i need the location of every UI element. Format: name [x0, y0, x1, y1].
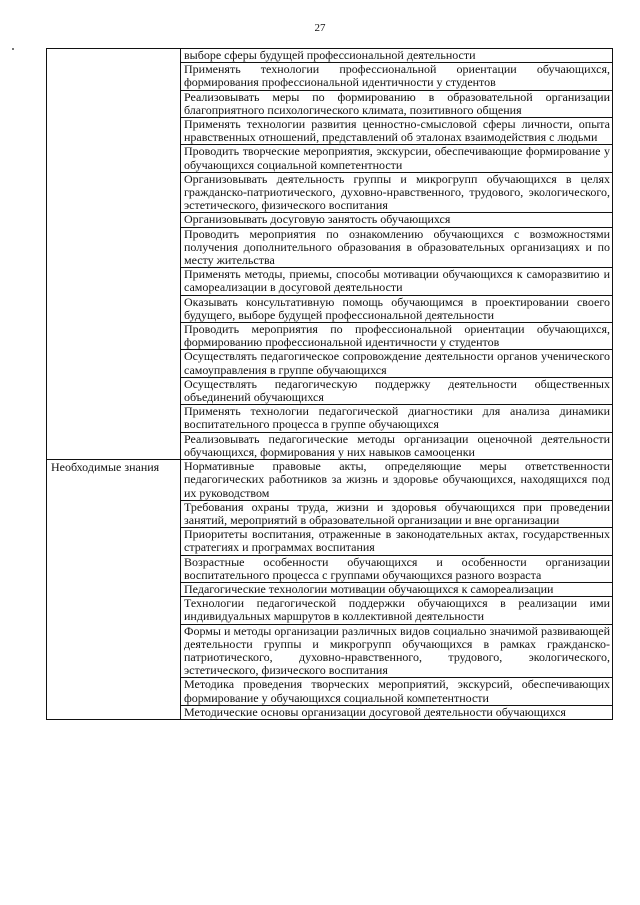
requirements-table [46, 48, 613, 720]
requirement-text: Организовывать досуговую занятость обучающихся [181, 213, 613, 227]
requirement-text: Формы и методы организации различных видов социально значимой развивающей деятельности группы и микрогрупп обучающихся в рамках гражданско-патриотического, духовно-нравственного, трудового, экологического, эстетического, физического воспитания [181, 624, 613, 678]
requirement-text: Применять технологии развития ценностно-смысловой сферы личности, опыта нравственных отношений, представлений об эталонах взаимодействия с людьми [181, 118, 613, 145]
requirement-text: Педагогические технологии мотивации обучающихся к самореализации [181, 582, 613, 596]
requirement-text: Организовывать деятельность группы и микрогрупп обучающихся в целях гражданско-патриотического, духовно-нравственного, трудового, экологического, эстетического, физического воспитания [181, 172, 613, 213]
page-number: 27 [314, 22, 326, 34]
requirement-text: Проводить мероприятия по ознакомлению обучающихся с возможностями получения дополнительного образования в образовательных организациях и по месту жительства [181, 227, 613, 268]
requirement-text: Осуществлять педагогическое сопровождение деятельности органов ученического самоуправления в группе обучающихся [181, 350, 613, 377]
requirement-text: Методика проведения творческих мероприятий, экскурсий, обеспечивающих формирование у обучающихся социальной компетентности [181, 678, 613, 705]
requirement-text: Проводить мероприятия по профессиональной ориентации обучающихся, формированию профессиональной идентичности у студентов [181, 323, 613, 350]
requirement-text: Осуществлять педагогическую поддержку деятельности общественных объединений обучающихся [181, 377, 613, 404]
table-row [47, 460, 613, 501]
requirement-text: Оказывать консультативную помощь обучающимся в проектировании своего будущего, выборе будущей профессиональной деятельности [181, 295, 613, 322]
table-row [47, 49, 613, 63]
requirement-text: Применять технологии профессиональной ориентации обучающихся, формирования профессиональной идентичности у студентов [181, 63, 613, 90]
requirement-text: Методические основы организации досуговой деятельности обучающихся [181, 705, 613, 719]
requirement-text: Требования охраны труда, жизни и здоровья обучающихся при проведении занятий, мероприятий в образовательной организации и вне организации [181, 500, 613, 527]
requirement-text: Технологии педагогической поддержки обучающихся в реализации ими индивидуальных маршрутов в коллективной деятельности [181, 597, 613, 624]
requirement-text: Проводить творческие мероприятия, экскурсии, обеспечивающие формирование у обучающихся социальной компетентности [181, 145, 613, 172]
requirement-text: Применять технологии педагогической диагностики для анализа динамики воспитательного процесса в группе обучающихся [181, 405, 613, 432]
requirement-text: Реализовывать меры по формированию в образовательной организации благоприятного психологического климата, позитивного общения [181, 90, 613, 117]
requirement-text: Реализовывать педагогические методы организации оценочной деятельности обучающихся, формирования у них навыков самооценки [181, 432, 613, 459]
requirement-text: Применять методы, приемы, способы мотивации обучающихся к саморазвитию и самореализации в досуговой деятельности [181, 268, 613, 295]
requirement-text: Нормативные правовые акты, определяющие меры ответственности педагогических работников за жизнь и здоровье обучающихся, находящихся под их руководством [181, 460, 613, 501]
scan-mark [12, 48, 14, 50]
requirement-text: Возрастные особенности обучающихся и особенности организации воспитательного процесса с группами обучающихся разного возраста [181, 555, 613, 582]
section-label: Необходимые знания [47, 460, 181, 720]
section-label [47, 49, 181, 460]
table-body [47, 49, 613, 720]
requirement-text: выборе сферы будущей профессиональной деятельности [181, 49, 613, 63]
requirement-text: Приоритеты воспитания, отраженные в законодательных актах, государственных стратегиях и программах воспитания [181, 528, 613, 555]
